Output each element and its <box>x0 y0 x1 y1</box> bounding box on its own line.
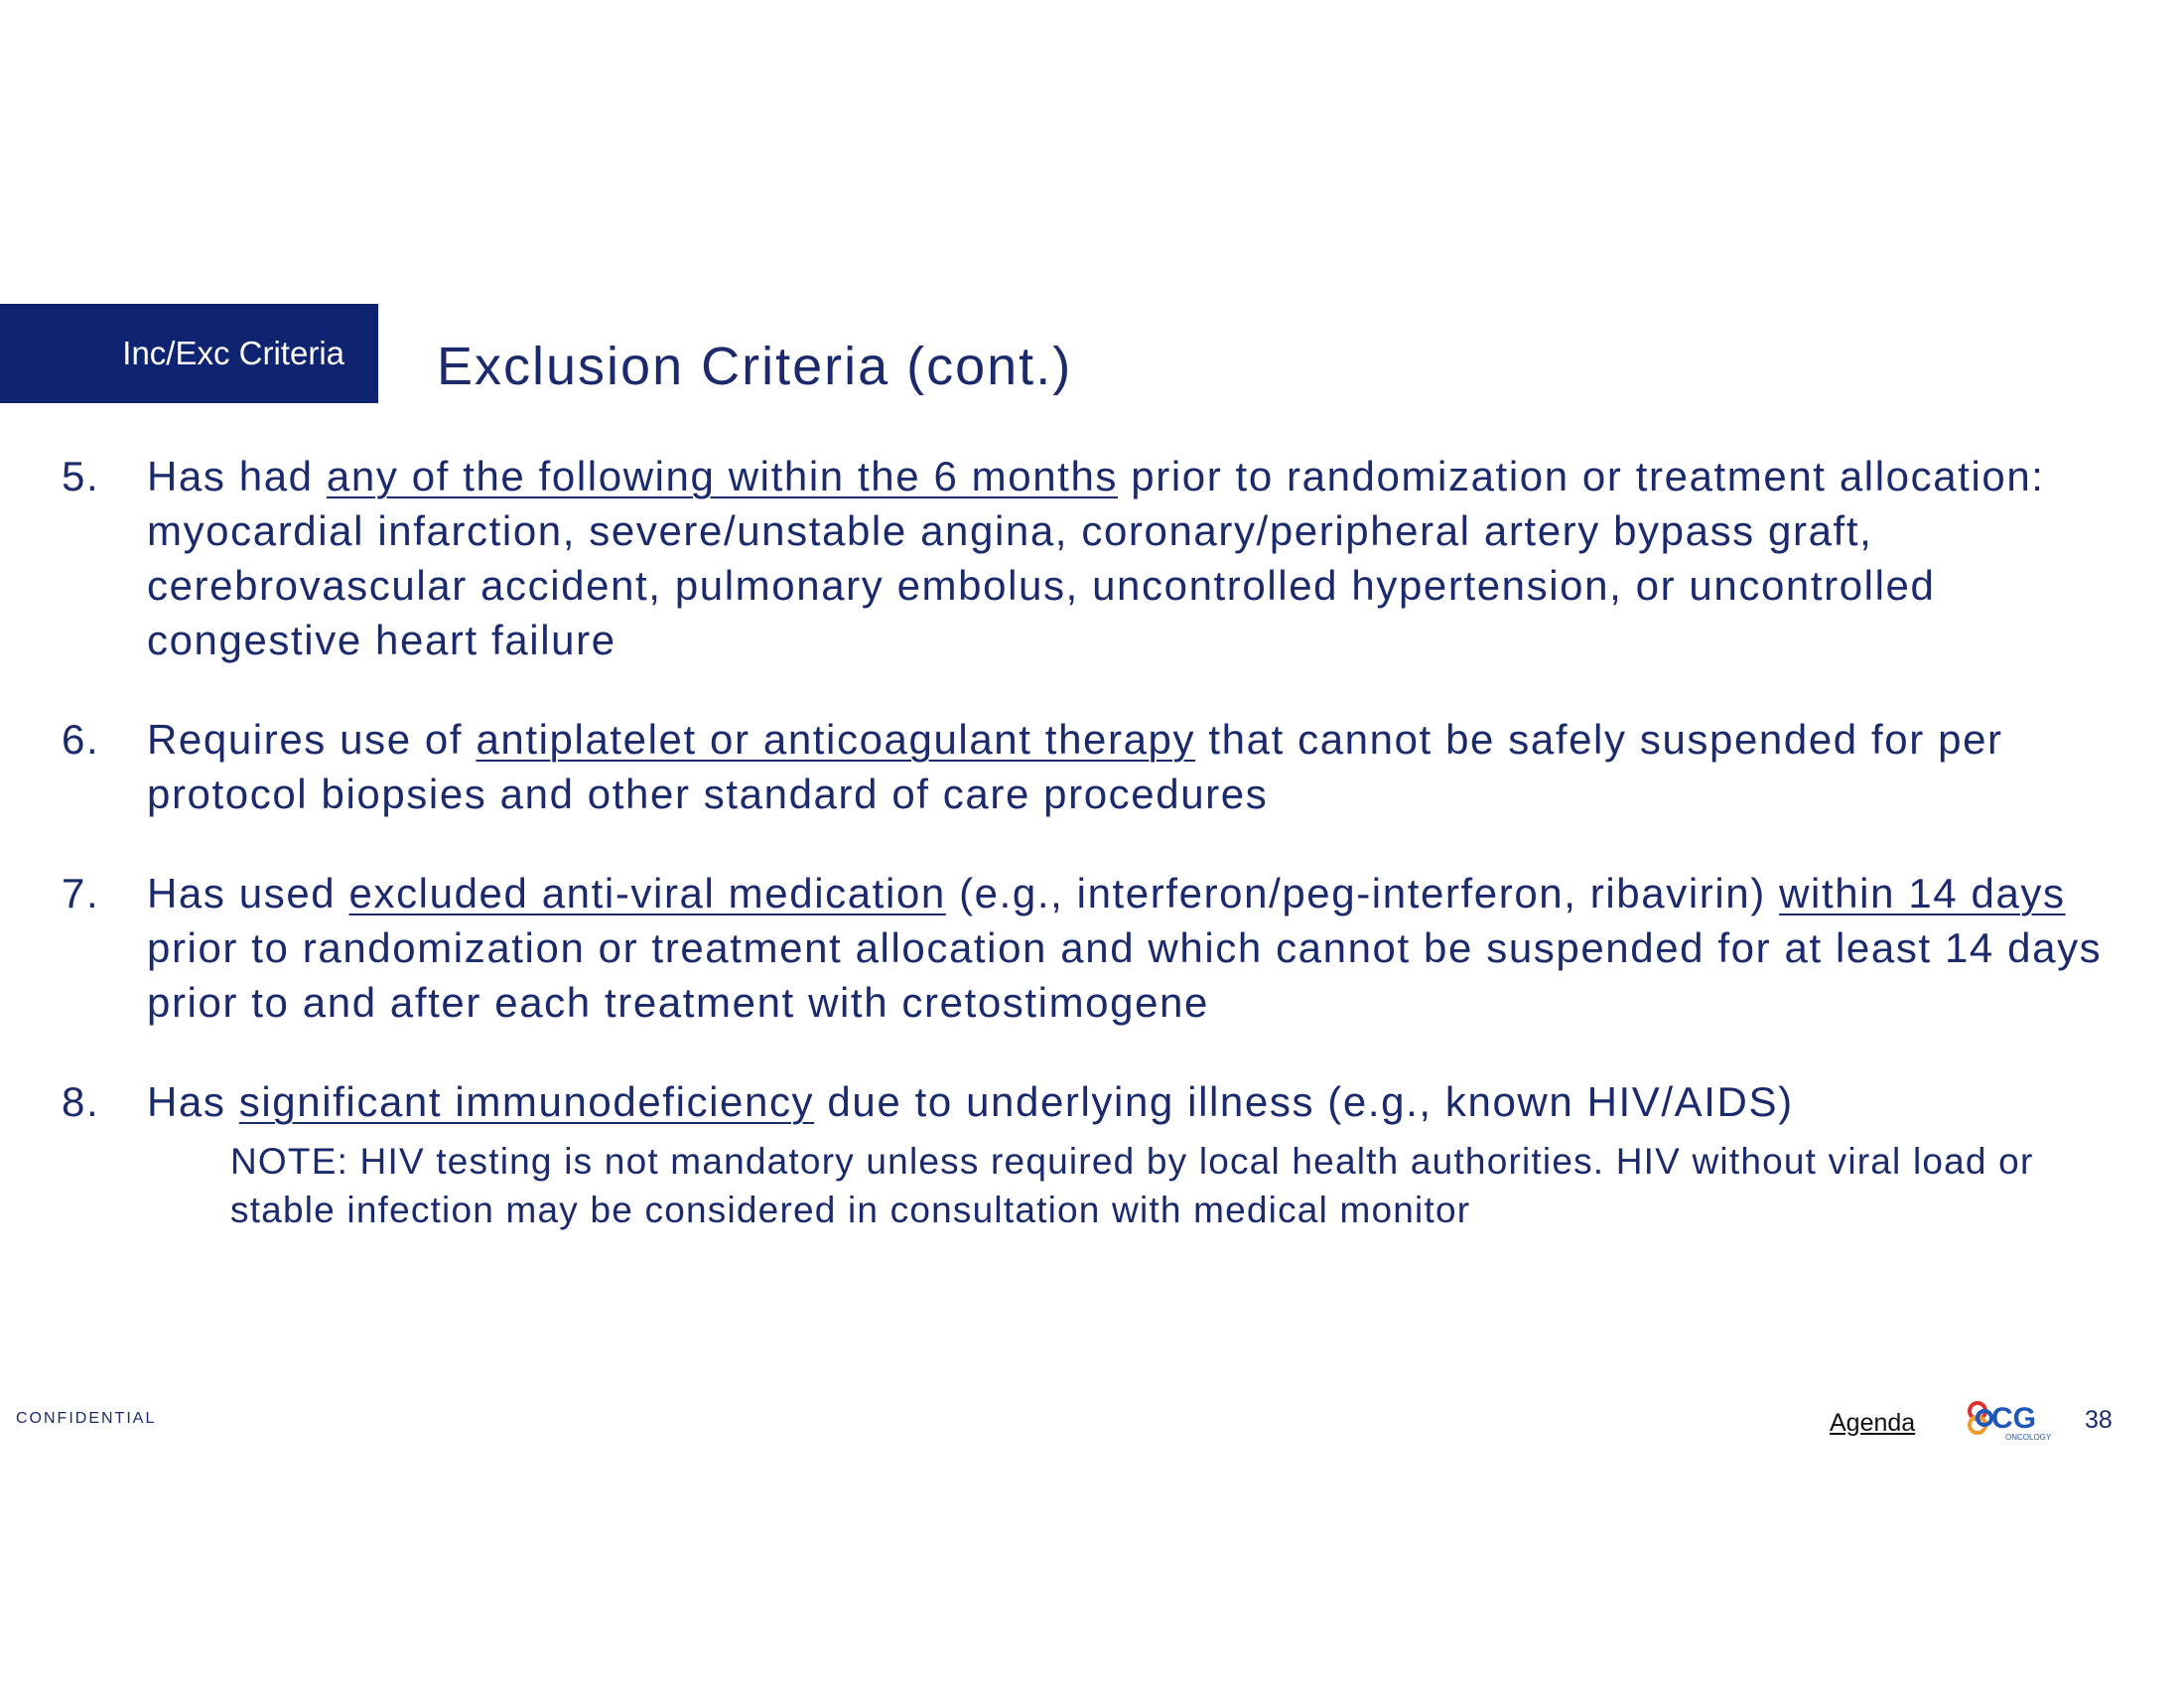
criterion-8 <box>62 1074 2126 1234</box>
criterion-text: Has used <box>147 870 349 916</box>
criterion-underlined-text: any of the following within the 6 months <box>326 453 1118 499</box>
slide-title: Exclusion Criteria (cont.) <box>437 337 1073 396</box>
criterion-text: Requires use of <box>147 716 477 763</box>
page-number: 38 <box>2085 1406 2113 1434</box>
criterion-number: 7. <box>62 870 100 916</box>
criterion-text: due to underlying illness (e.g., known HIV/AIDS) <box>814 1078 1794 1125</box>
criterion-number: 5. <box>62 453 100 499</box>
criterion-text: that cannot be safely suspended for per protocol biopsies and other standard of care procedures <box>147 716 2003 817</box>
criterion-underlined-text: within 14 days <box>1779 870 2066 916</box>
cg-oncology-logo-icon <box>1966 1395 2057 1443</box>
criterion-text: Has had <box>147 453 327 499</box>
criterion-underlined-text: significant immunodeficiency <box>238 1078 815 1125</box>
logo-text: CG <box>1991 1402 2036 1435</box>
criterion-underlined-text: antiplatelet or anticoagulant therapy <box>476 716 1196 763</box>
criterion-underlined-text: excluded anti-viral medication <box>348 870 946 916</box>
criterion-text: Has <box>147 1078 239 1125</box>
section-tag-label: Inc/Exc Criteria <box>122 335 344 371</box>
criterion-text: prior to randomization or treatment allocation: myocardial infarction, severe/unstable angina, coronary/peripheral artery bypass graft, cerebrovascular accident, pulmonary embolus, uncontrolled hypertension, or uncontrolled congestive heart failure <box>147 453 2045 663</box>
agenda-link[interactable]: Agenda <box>1830 1409 1916 1437</box>
criterion-number: 6. <box>62 716 100 763</box>
section-tag <box>0 304 378 403</box>
criterion-6 <box>62 712 2126 821</box>
criterion-text: (e.g., interferon/peg-interferon, ribavirin) <box>945 870 1780 916</box>
cg-oncology-logo <box>1966 1395 2057 1443</box>
criterion-text: prior to randomization or treatment allocation and which cannot be suspended for at least 14 days prior to and after each treatment with cretostimogene <box>147 924 2103 1026</box>
criteria-list <box>62 449 2126 1279</box>
criterion-note: NOTE: HIV testing is not mandatory unless required by local health authorities. HIV without viral load or stable infection may be considered in consultation with medical monitor <box>230 1141 2034 1230</box>
logo-subtext: ONCOLOGY <box>2005 1433 2052 1442</box>
criterion-7 <box>62 866 2126 1030</box>
criterion-number: 8. <box>62 1078 100 1125</box>
criterion-5 <box>62 449 2126 667</box>
confidential-label: CONFIDENTIAL <box>16 1410 157 1427</box>
